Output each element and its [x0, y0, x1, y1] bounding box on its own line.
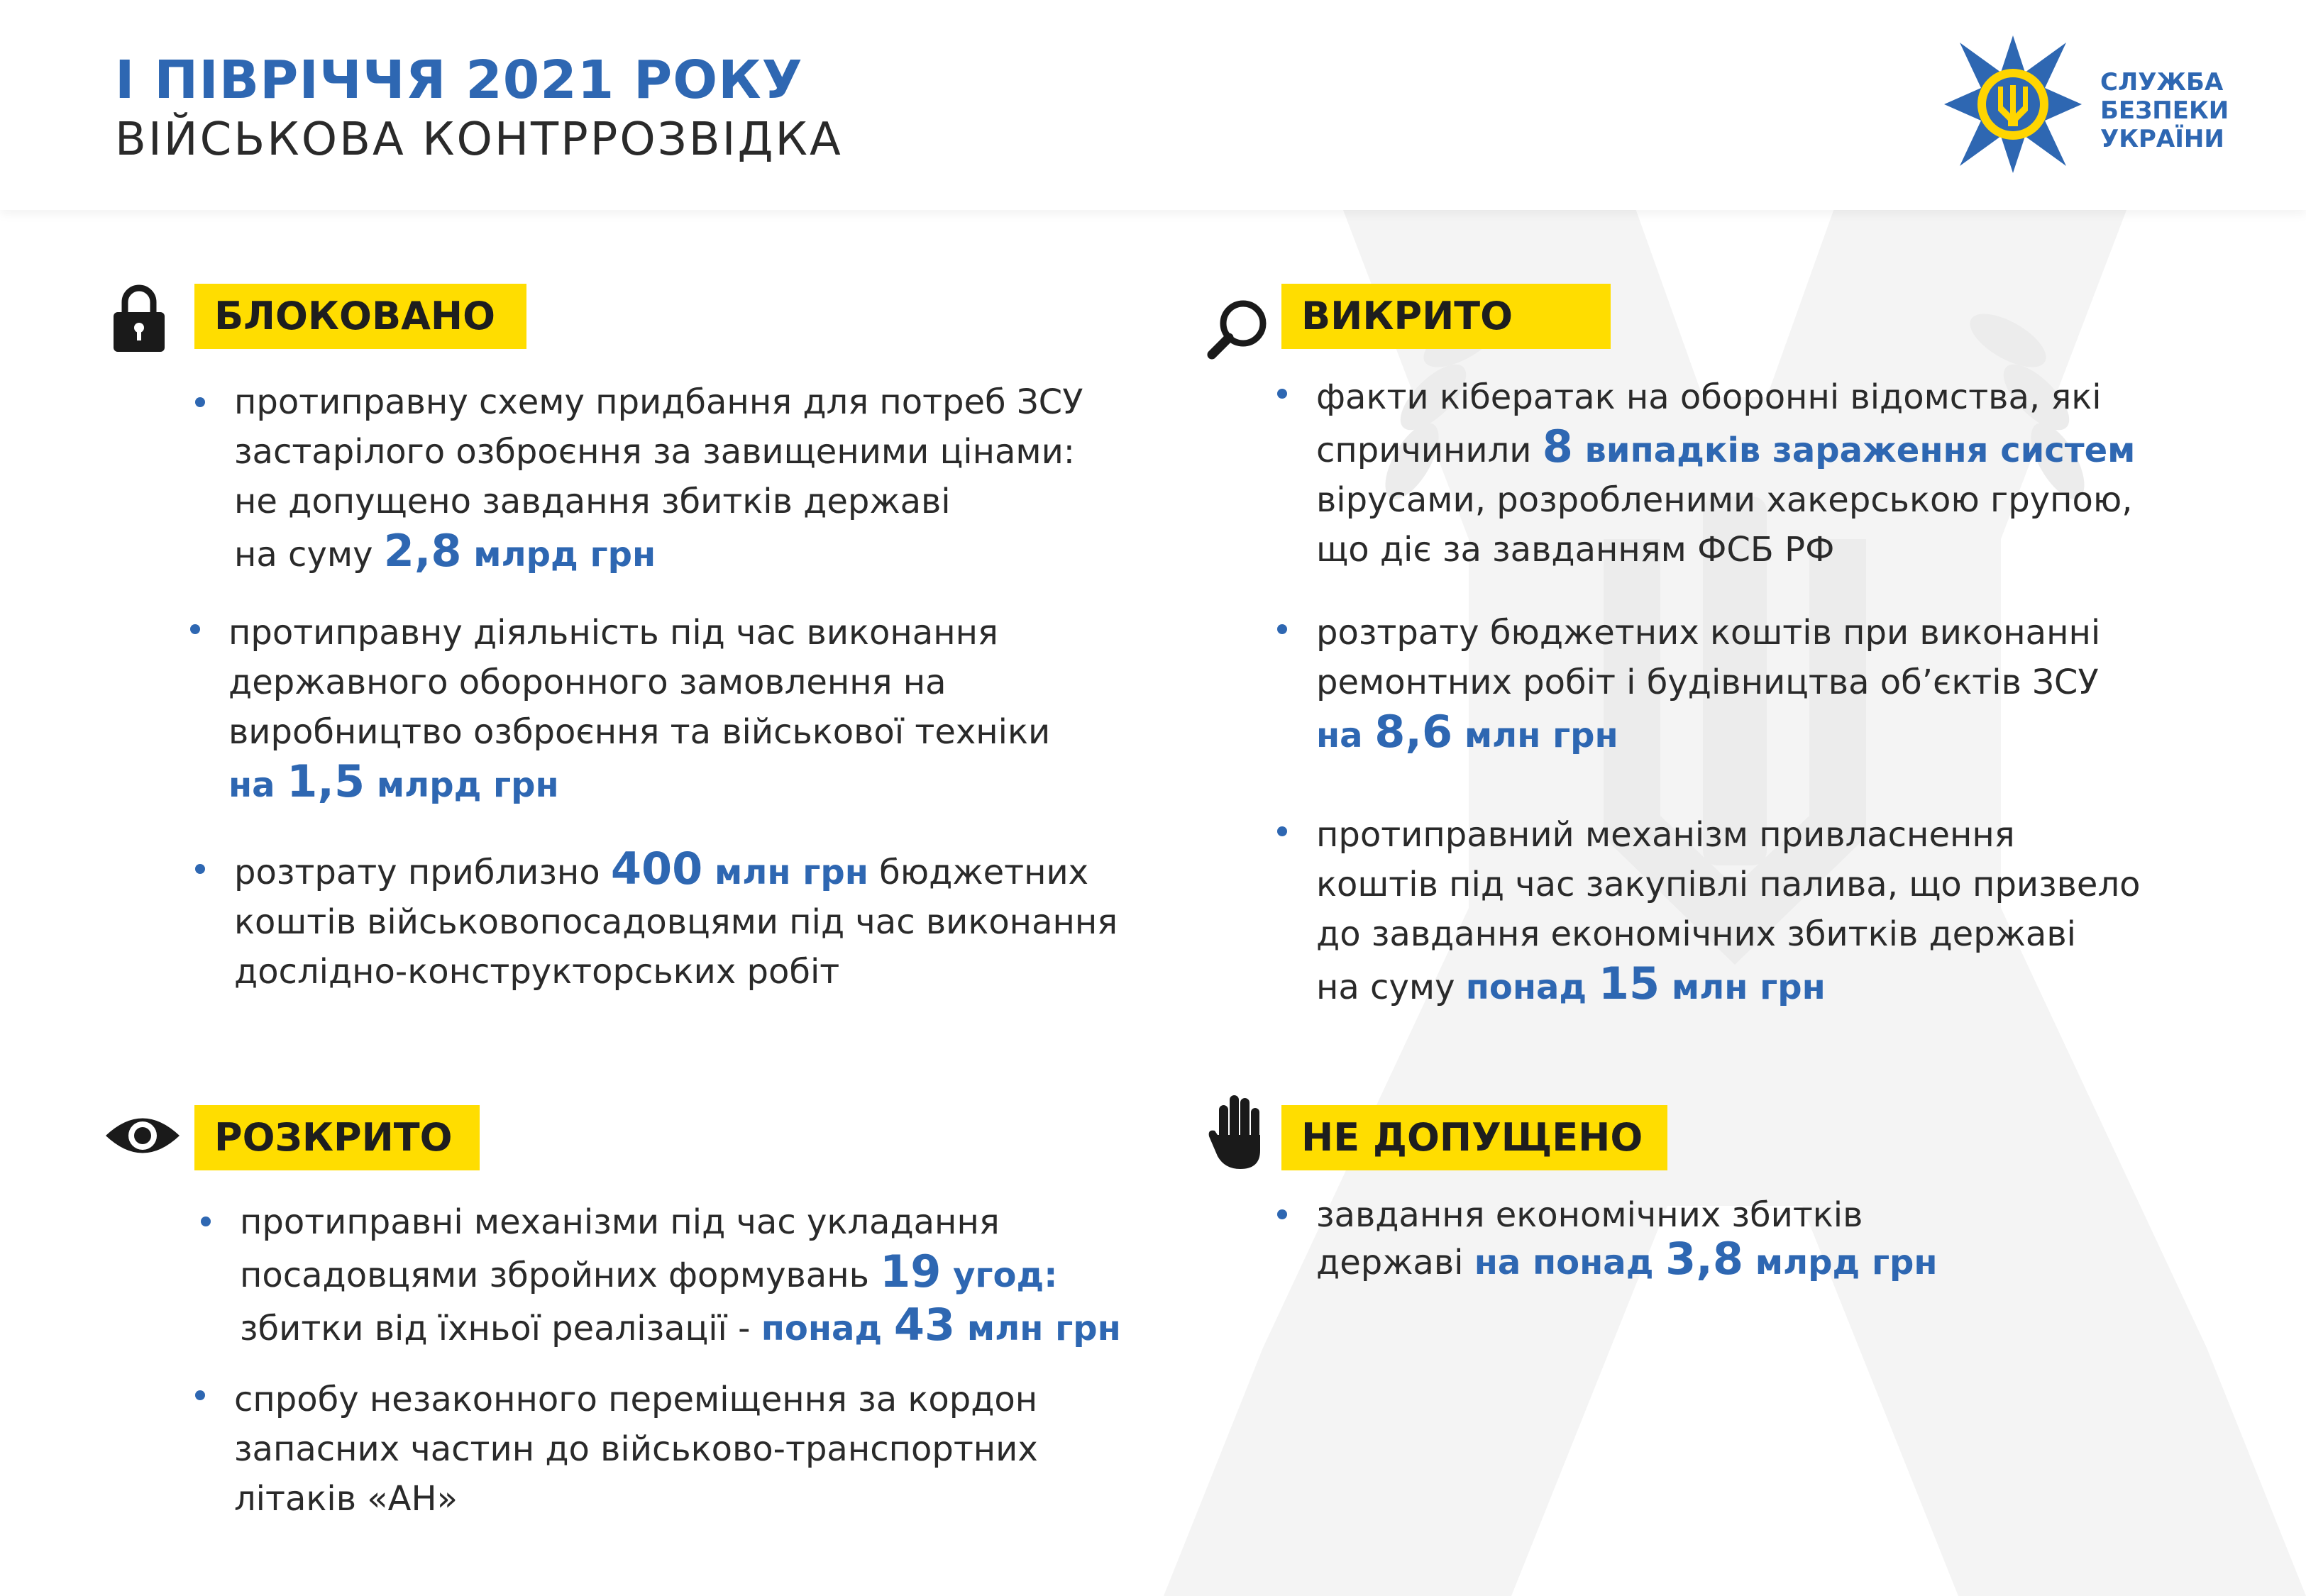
bullet [195, 864, 205, 874]
header [0, 0, 2306, 210]
label-blocked: БЛОКОВАНО [194, 284, 526, 349]
item-text: посадовцями збройних формувань [240, 1256, 881, 1295]
list-item [234, 377, 1083, 580]
highlight-unit: млн грн [955, 1309, 1121, 1348]
magnifier-icon [1206, 297, 1270, 360]
hand-stop-icon [1208, 1092, 1269, 1170]
page-subtitle: ВІЙСЬКОВА КОНТРРОЗВІДКА [115, 113, 843, 166]
list-item [1316, 810, 2141, 1012]
item-line: протиправну діяльність під час виконання [228, 613, 998, 653]
highlight-amount: 400 [610, 843, 703, 894]
list-item [1316, 1193, 1938, 1285]
item-line: літаків «АН» [234, 1479, 458, 1519]
highlight-amount: 8 [1542, 421, 1573, 472]
item-line: протиправні механізми під час укладання [240, 1202, 1000, 1242]
highlight-prefix: понад [761, 1309, 894, 1348]
highlight-prefix: понад [1465, 968, 1599, 1007]
item-line: дослідно-конструкторських робіт [234, 952, 840, 992]
item-line: вірусами, розробленими хакерською групою, [1316, 480, 2133, 520]
item-text: на суму [1316, 968, 1466, 1007]
bullet [195, 397, 205, 407]
item-line: застарілого озброєння за завищеними цінами: [234, 432, 1075, 472]
highlight-prefix: на [228, 765, 287, 805]
bullet [1277, 826, 1287, 836]
label-exposed: ВИКРИТО [1281, 284, 1611, 349]
item-line: що діє за завданням ФСБ РФ [1316, 530, 1835, 570]
bullet [195, 1390, 205, 1400]
highlight-prefix: на понад [1474, 1243, 1666, 1282]
highlight-unit: млрд грн [365, 765, 559, 805]
highlight-amount: 15 [1598, 958, 1660, 1009]
highlight-unit: млн грн [702, 853, 868, 892]
item-line: факти кібератак на оборонні відомства, які [1316, 377, 2102, 417]
item-line: коштів військовопосадовцями під час виконання [234, 902, 1118, 942]
label-uncovered: РОЗКРИТО [194, 1105, 480, 1170]
highlight-unit: угод: [941, 1256, 1058, 1295]
logo-line: СЛУЖБА [2100, 68, 2224, 96]
item-line: завдання економічних збитків [1316, 1195, 1863, 1235]
sbu-emblem-icon [1938, 30, 2087, 179]
bullet [1277, 389, 1287, 399]
item-text: збитки від їхньої реалізації - [240, 1309, 761, 1348]
eye-icon [103, 1108, 182, 1163]
highlight-unit: млрд грн [461, 535, 656, 575]
lock-icon [111, 282, 167, 353]
item-line: протиправний механізм привласнення [1316, 815, 2015, 855]
logo-line: УКРАЇНИ [2100, 125, 2224, 153]
list-item [240, 1197, 1121, 1353]
item-text: на суму [234, 535, 384, 575]
item-text: спричинили [1316, 431, 1543, 470]
item-line: виробництво озброєння та військової техніки [228, 712, 1051, 752]
item-text: розтрату приблизно [234, 853, 611, 892]
bullet [1277, 624, 1287, 634]
list-item [234, 844, 1118, 997]
highlight-unit: млн грн [1452, 716, 1618, 755]
list-item [228, 608, 1050, 810]
highlight-amount: 43 [893, 1299, 956, 1351]
watermark-emblem [1164, 0, 2306, 1596]
bullet [190, 624, 200, 634]
logo-text [2100, 68, 2229, 153]
bullet [201, 1217, 211, 1226]
highlight-unit: млн грн [1660, 968, 1826, 1007]
highlight-amount: 19 [880, 1246, 942, 1297]
item-line: коштів під час закупівлі палива, що призвело [1316, 865, 2141, 904]
item-line: не допущено завдання збитків державі [234, 482, 951, 521]
highlight-prefix: на [1316, 716, 1375, 755]
bullet [1277, 1209, 1287, 1219]
item-text: державі [1316, 1243, 1474, 1282]
highlight-amount: 8,6 [1374, 706, 1453, 758]
item-line: до завдання економічних збитків державі [1316, 914, 2076, 954]
list-item [1316, 372, 2135, 575]
list-item [1316, 608, 2100, 760]
highlight-amount: 2,8 [383, 525, 462, 577]
highlight-unit: млрд грн [1743, 1243, 1938, 1282]
list-item [234, 1375, 1038, 1524]
logo-line: БЕЗПЕКИ [2100, 96, 2229, 125]
highlight-unit: випадків зараження систем [1572, 431, 2136, 470]
page-title: І ПІВРІЧЧЯ 2021 РОКУ [115, 50, 803, 111]
label-prevented: НЕ ДОПУЩЕНО [1281, 1105, 1667, 1170]
item-line: ремонтних робіт і будівництва об’єктів ЗСУ [1316, 663, 2099, 702]
item-line: розтрату бюджетних коштів при виконанні [1316, 613, 2101, 653]
highlight-amount: 1,5 [287, 755, 365, 807]
item-line: державного оборонного замовлення на [228, 663, 947, 702]
item-line: спробу незаконного переміщення за кордон [234, 1380, 1038, 1419]
item-text: бюджетних [868, 853, 1089, 892]
item-line: протиправну схему придбання для потреб ЗСУ [234, 382, 1083, 422]
highlight-amount: 3,8 [1665, 1233, 1744, 1285]
item-line: запасних частин до військово-транспортних [234, 1429, 1038, 1469]
